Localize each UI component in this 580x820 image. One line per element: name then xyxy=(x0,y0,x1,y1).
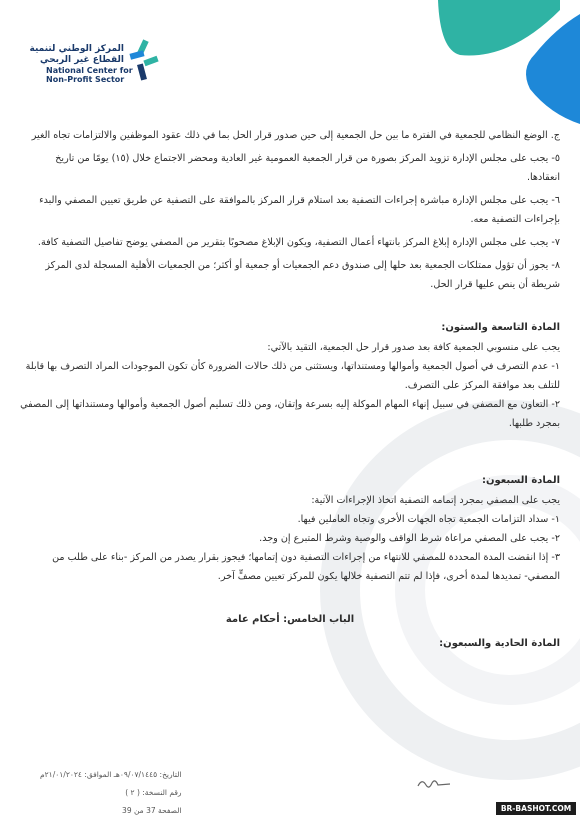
footer-page-number: الصفحة 37 من 39 xyxy=(122,806,182,815)
article-70-intro: يجب على المصفي بمجرد إتمامه التصفية اتخاذ الإجراءات الآتية: xyxy=(311,495,560,506)
article-70-item-1: ١- سداد التزامات الجمعية تجاه الجهات الأخرى وتجاه العاملين فيها. xyxy=(297,514,560,525)
corner-decoration-blue xyxy=(520,14,580,124)
paragraph-item-7: ٧- يجب على مجلس الإدارة إبلاغ المركز بانتهاء أعمال التصفية، ويكون الإبلاغ مصحوبًا بتقرير من المصفي يوضح تفاصيل التصفية كافة. xyxy=(37,237,560,248)
article-70-title: المادة السبعون: xyxy=(481,475,560,486)
footer-date: التاريخ: ٠٩/٠٧/١٤٤٥هـ الموافق: ٢١/٠١/٢٠٢٤م xyxy=(40,770,182,779)
logo-arabic-line2: القطاع غير الربحي xyxy=(40,55,124,65)
signature-mark xyxy=(416,776,452,792)
logo-text-english xyxy=(46,66,133,84)
logo-english-line2: Non-Profit Sector xyxy=(46,75,125,84)
article-69-title: المادة التاسعة والستون: xyxy=(441,322,560,333)
paragraph-item-8: ٨- يجوز أن تؤول ممتلكات الجمعية بعد حلها إلى صندوق دعم الجمعيات أو جمعية أو أكثر؛ من الجمعيات الأهلية المسجلة لدى المركز شريطة أن ينص عليها قرار الحل. xyxy=(45,260,560,290)
site-watermark: BR-BASHOT.COM xyxy=(496,802,576,815)
logo-text-arabic xyxy=(30,44,124,66)
logo-english-line1: National Center for xyxy=(46,66,133,75)
paragraph-section-c: ج. الوضع النظامي للجمعية في الفترة ما بين حل الجمعية إلى حين صدور قرار الحل بما في ذلك عقود الموظفين والالتزامات تجاه الغير xyxy=(31,130,560,141)
document-body xyxy=(20,126,560,654)
article-69-intro: يجب على منسوبي الجمعية كافة بعد صدور قرار حل الجمعية، التقيد بالآتي: xyxy=(267,342,560,353)
article-70-item-2: ٢- يجب على المصفي مراعاة شرط الواقف والوصية وشرط المتبرع إن وجد. xyxy=(259,533,560,544)
logo-arabic-line1: المركز الوطني لتنمية xyxy=(29,44,124,54)
article-69-item-1: ١- عدم التصرف في أصول الجمعية وأموالها ومستنداتها، ويستثنى من ذلك حالات الضرورة كأن تكون الموجودات المراد التصرف بها قابلة للتلف بعد موافقة المركز على التصرف. xyxy=(25,361,560,391)
article-69-item-2: ٢- التعاون مع المصفي في سبيل إنهاء المهام الموكلة إليه بسرعة وإتقان، ومن ذلك تسليم أصول الجمعية وأموالها ومستنداتها إلى المصفي بمجرد طلبها. xyxy=(20,399,560,429)
page-footer xyxy=(40,766,182,820)
paragraph-item-6: ٦- يجب على مجلس الإدارة مباشرة إجراءات التصفية بعد استلام قرار المركز بالموافقة على التصفية عن طريق تعيين المصفي والبدء بإجراءات التصفية معه. xyxy=(39,195,560,225)
article-71-title: المادة الحادية والسبعون: xyxy=(439,638,560,649)
article-70-item-3: ٣- إذا انقضت المدة المحددة للمصفي للانتهاء من إجراءات التصفية دون إتمامها؛ فيجوز بقرار يصدر من المركز -بناء على طلب من المصفي- تمديدها لمدة أخرى، فإذا لم تتم التصفية خلالها يكون للمركز تعيين مصفٍّ آخر. xyxy=(52,552,560,582)
chapter-5-title: الباب الخامس: أحكام عامة xyxy=(225,614,355,625)
organization-logo xyxy=(29,38,160,90)
footer-version: رقم النسخة: ( ٢ ) xyxy=(125,788,182,797)
paragraph-item-5: ٥- يجب على مجلس الإدارة تزويد المركز بصورة من قرار الجمعية العمومية غير العادية ومحضر الاجتماع خلال (١٥) يومًا من تاريخ انعقادها. xyxy=(55,153,560,183)
